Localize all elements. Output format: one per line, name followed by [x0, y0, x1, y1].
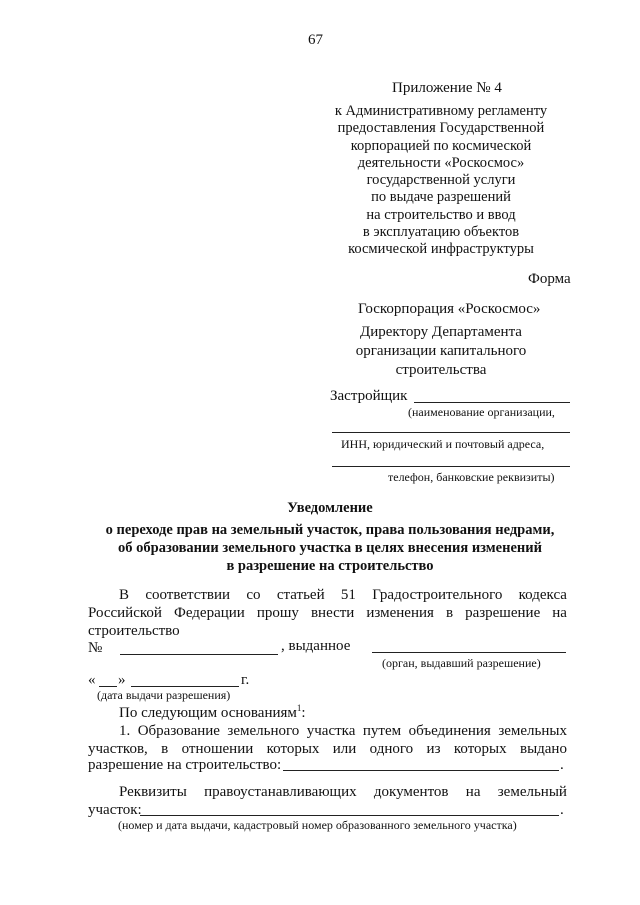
grounds-heading [119, 703, 306, 722]
paragraph-line: строительство [88, 623, 180, 639]
word: разрешение [465, 605, 541, 621]
word: в [445, 605, 454, 621]
word: статьей [276, 587, 325, 603]
addressee-line: строительства [395, 362, 487, 378]
developer-label: Застройщик [330, 388, 408, 404]
item1-end: . [560, 757, 564, 773]
word: Российской [88, 605, 162, 621]
paragraph-line: участок: [88, 802, 142, 818]
number-sign: № [88, 640, 103, 656]
word: путем [362, 723, 402, 739]
appendix-line: к Административному регламенту [334, 103, 548, 119]
appendix-line: деятельности «Роскосмос» [357, 154, 525, 171]
permit-issuer-field[interactable] [372, 652, 566, 653]
paragraph-line [119, 587, 567, 604]
paragraph-line [88, 605, 567, 622]
developer-inn-field[interactable] [332, 432, 570, 433]
addressee-org: Госкорпорация «Роскосмос» [358, 301, 541, 317]
word: участков, [88, 741, 148, 757]
word: участка [306, 723, 356, 739]
date-hint: (дата выдачи разрешения) [97, 688, 231, 702]
word: земельный [497, 784, 567, 800]
date-open-quote: « [88, 672, 96, 688]
word: на [552, 605, 567, 621]
paragraph-line: разрешение на строительство: [88, 757, 282, 773]
word: изменения [366, 605, 434, 621]
date-year-suffix: г. [241, 672, 250, 688]
requisites-hint: (номер и дата выдачи, кадастровый номер образованного земельного участка) [118, 818, 517, 832]
word: В [119, 587, 130, 603]
issued-label: , выданное [281, 638, 351, 654]
notice-title: Уведомление [287, 500, 373, 516]
appendix-reference [310, 103, 572, 259]
date-day-field[interactable] [99, 686, 117, 687]
requisites-end: . [560, 802, 564, 818]
permit-number-field[interactable] [120, 654, 278, 655]
appendix-title: Приложение № 4 [392, 80, 502, 96]
issuer-hint: (орган, выдавший разрешение) [382, 656, 541, 670]
word: из [426, 741, 441, 757]
word: отношении [181, 741, 254, 757]
notice-subtitle-line: об образовании земельного участка в целях внесения изменений [118, 540, 542, 556]
paragraph-line [88, 741, 567, 758]
appendix-line: по выдаче разрешений [371, 189, 511, 206]
page-number: 67 [308, 32, 323, 48]
word: земельных [498, 723, 567, 739]
addressee-line: Директору Департамента [360, 324, 522, 340]
form-label: Форма [528, 271, 571, 287]
date-month-year-field[interactable] [131, 686, 239, 687]
grounds-colon: : [301, 705, 306, 721]
word: Федерации [173, 605, 245, 621]
word: в [161, 741, 169, 757]
date-close-quote: » [118, 672, 126, 688]
word: прошу [256, 605, 299, 621]
word: 51 [340, 587, 356, 603]
paragraph-line [119, 784, 567, 801]
word: со [246, 587, 261, 603]
word: правоустанавливающих [204, 784, 357, 800]
word: соответствии [145, 587, 231, 603]
word: 1. [119, 723, 131, 739]
word: на [465, 784, 481, 800]
word: выдано [519, 741, 567, 757]
word: документов [373, 784, 449, 800]
developer-hint-3: телефон, банковские реквизиты) [388, 470, 555, 484]
appendix-line: в эксплуатацию объектов [362, 224, 520, 241]
word: кодекса [518, 587, 567, 603]
footnote-marker: 1 [296, 703, 302, 713]
word: или [332, 741, 357, 757]
word: которых [453, 741, 507, 757]
word: которых [266, 741, 320, 757]
addressee-block [330, 323, 552, 380]
word: внести [310, 605, 355, 621]
word: земельного [227, 723, 300, 739]
word: объединения [408, 723, 491, 739]
requisites-field[interactable] [140, 815, 559, 816]
appendix-line: космической инфраструктуры [348, 241, 534, 258]
notice-subtitle-line: о переходе прав на земельный участок, права пользования недрами, [105, 522, 555, 538]
appendix-line: предоставления Государственной [337, 120, 545, 137]
word: Образование [137, 723, 220, 739]
developer-hint-2: ИНН, юридический и почтовый адреса, [341, 437, 545, 451]
notice-subtitle-line: в разрешение на строительство [226, 558, 434, 574]
item1-field[interactable] [283, 770, 559, 771]
developer-hint-1: (наименование организации, [408, 405, 555, 419]
developer-name-field[interactable] [414, 402, 570, 403]
appendix-line: корпорацией по космической [350, 137, 532, 154]
addressee-line: организации капитального [355, 343, 527, 359]
word: Градостроительного [372, 587, 503, 603]
grounds-text: По следующим основаниям [119, 705, 297, 721]
developer-phone-field[interactable] [332, 466, 570, 467]
appendix-line: государственной услуги [366, 172, 516, 189]
appendix-line: на строительство и ввод [366, 206, 516, 223]
word: одного [369, 741, 414, 757]
word: Реквизиты [119, 784, 187, 800]
paragraph-line [119, 723, 567, 740]
